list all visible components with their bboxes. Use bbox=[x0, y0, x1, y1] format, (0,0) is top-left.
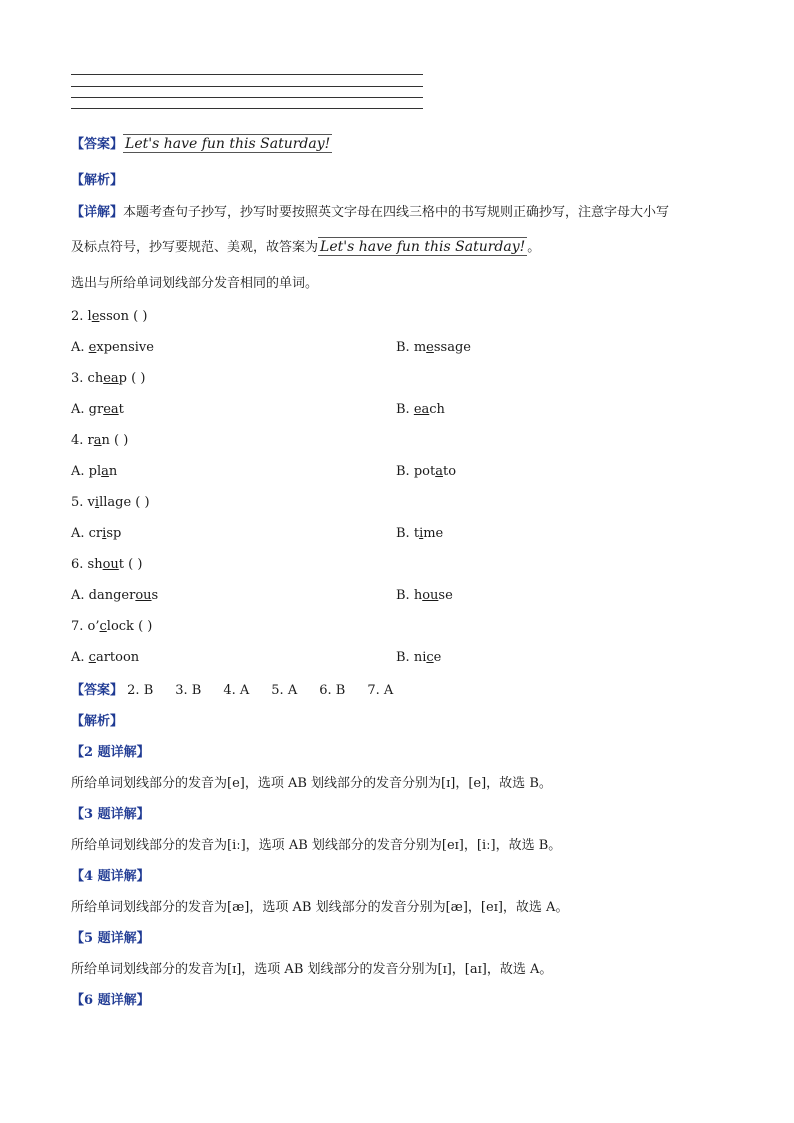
option-label: B. bbox=[396, 402, 414, 417]
detail-line-1 bbox=[71, 205, 669, 221]
option-b[interactable] bbox=[396, 340, 471, 356]
option-b[interactable] bbox=[396, 464, 456, 480]
detail-line-2 bbox=[71, 239, 540, 256]
answer-paren: ( ) bbox=[138, 619, 153, 634]
question-word-pre: l bbox=[87, 309, 92, 324]
option-a[interactable] bbox=[71, 650, 139, 666]
answer-item: 6. B bbox=[319, 683, 346, 698]
question-number: 5. bbox=[71, 495, 88, 510]
answers-row bbox=[71, 683, 415, 699]
option-word-pre: cr bbox=[88, 526, 103, 541]
detail-label: 【3 题详解】 bbox=[71, 807, 150, 822]
option-word-pre: pot bbox=[413, 464, 436, 479]
question-word-underlined: c bbox=[99, 619, 107, 634]
answer-paren: ( ) bbox=[133, 309, 148, 324]
writing-line-3 bbox=[71, 97, 423, 98]
question-number: 4. bbox=[71, 433, 88, 448]
option-label: A. bbox=[71, 402, 89, 417]
answer-row-1 bbox=[71, 136, 332, 153]
detail-label: 【5 题详解】 bbox=[71, 931, 150, 946]
option-word-underlined: ou bbox=[422, 588, 439, 603]
option-word-underlined: c bbox=[426, 650, 434, 665]
option-word-pre: gr bbox=[88, 402, 104, 417]
question-word-underlined: ou bbox=[102, 557, 119, 572]
analysis-label-1: 【解析】 bbox=[71, 173, 124, 188]
option-word-underlined: ou bbox=[135, 588, 152, 603]
question-word-post: llage bbox=[99, 495, 136, 510]
option-word-post: se bbox=[438, 588, 453, 603]
option-word-underlined: i bbox=[102, 526, 107, 541]
detail-text-2: 及标点符号，抄写要规范、美观，故答案为 bbox=[71, 240, 319, 255]
option-label: B. bbox=[396, 588, 414, 603]
writing-line-2 bbox=[71, 86, 423, 87]
option-word-post: s bbox=[151, 588, 159, 603]
answer-paren: ( ) bbox=[128, 557, 143, 572]
question-number: 7. bbox=[71, 619, 88, 634]
option-word-pre: t bbox=[413, 526, 420, 541]
detail-text-1: 本题考查句子抄写，抄写时要按照英文字母在四线三格中的书写规则正确抄写，注意字母大小写 bbox=[123, 205, 670, 220]
option-label: B. bbox=[396, 464, 414, 479]
option-word-post: artoon bbox=[95, 650, 140, 665]
answer-handwriting: Let's have fun this Saturday! bbox=[125, 136, 331, 152]
option-word-underlined: e bbox=[426, 340, 434, 355]
detail-text: 所给单词划线部分的发音为[e]，选项 AB 划线部分的发音分别为[ɪ]，[e]，故选 B。 bbox=[71, 776, 552, 791]
detail-text: 所给单词划线部分的发音为[æ]，选项 AB 划线部分的发音分别为[æ]，[eɪ]，故选 A。 bbox=[71, 900, 569, 915]
answer-item: 2. B bbox=[127, 683, 154, 698]
answers-label: 【答案】 bbox=[71, 683, 124, 698]
option-word-post: t bbox=[118, 402, 124, 417]
question-word-pre: v bbox=[87, 495, 95, 510]
option-word-post: me bbox=[423, 526, 444, 541]
option-word-pre: h bbox=[413, 588, 423, 603]
option-word-underlined: i bbox=[419, 526, 424, 541]
question-word-post: sson bbox=[99, 309, 134, 324]
question-number: 6. bbox=[71, 557, 88, 572]
detail-answer-handwriting: Let's have fun this Saturday! bbox=[320, 239, 526, 255]
answer-item: 7. A bbox=[367, 683, 394, 698]
question-word-pre: o’ bbox=[87, 619, 100, 634]
question-word-post: lock bbox=[106, 619, 139, 634]
question-word-underlined: i bbox=[94, 495, 100, 510]
option-label: A. bbox=[71, 340, 89, 355]
option-a[interactable] bbox=[71, 526, 121, 542]
option-a[interactable] bbox=[71, 402, 124, 418]
question-stem bbox=[71, 557, 142, 573]
option-a[interactable] bbox=[71, 588, 158, 604]
option-word-pre: danger bbox=[88, 588, 136, 603]
detail-label: 【4 题详解】 bbox=[71, 869, 150, 884]
question-word-post: t bbox=[118, 557, 129, 572]
detail-label: 【详解】 bbox=[71, 205, 124, 220]
option-b[interactable] bbox=[396, 650, 441, 666]
option-word-pre: m bbox=[413, 340, 427, 355]
option-a[interactable] bbox=[71, 464, 117, 480]
analysis-label-2: 【解析】 bbox=[71, 714, 124, 729]
answer-item: 4. A bbox=[223, 683, 250, 698]
option-word-post: sp bbox=[106, 526, 122, 541]
answer-item: 5. A bbox=[271, 683, 298, 698]
question-word-post: n bbox=[101, 433, 115, 448]
question-word-pre: r bbox=[87, 433, 94, 448]
question-stem bbox=[71, 371, 145, 387]
option-label: B. bbox=[396, 650, 414, 665]
option-label: B. bbox=[396, 340, 414, 355]
question-number: 3. bbox=[71, 371, 88, 386]
detail-text: 所给单词划线部分的发音为[iː]，选项 AB 划线部分的发音分别为[eɪ]，[iː]，故选 B。 bbox=[71, 838, 562, 853]
question-stem bbox=[71, 619, 152, 635]
option-label: B. bbox=[396, 526, 414, 541]
option-word-underlined: a bbox=[435, 464, 443, 479]
question-word-pre: ch bbox=[87, 371, 104, 386]
option-word-underlined: ea bbox=[103, 402, 119, 417]
option-word-post: e bbox=[433, 650, 442, 665]
option-word-pre: ni bbox=[413, 650, 427, 665]
answer-paren: ( ) bbox=[114, 433, 129, 448]
option-word-underlined: a bbox=[101, 464, 109, 479]
answer-paren: ( ) bbox=[131, 371, 146, 386]
option-label: A. bbox=[71, 650, 89, 665]
answer-item: 3. B bbox=[175, 683, 202, 698]
option-word-post: xpensive bbox=[96, 340, 154, 355]
option-word-underlined: e bbox=[88, 340, 97, 355]
option-b[interactable] bbox=[396, 526, 443, 542]
option-label: A. bbox=[71, 526, 89, 541]
instruction: 选出与所给单词划线部分发音相同的单词。 bbox=[71, 276, 319, 291]
option-word-post: to bbox=[442, 464, 457, 479]
detail-text-end: 。 bbox=[527, 240, 541, 255]
question-word-underlined: a bbox=[93, 433, 102, 448]
answer-label: 【答案】 bbox=[71, 137, 124, 152]
detail-label: 【2 题详解】 bbox=[71, 745, 150, 760]
writing-line-4 bbox=[71, 108, 423, 109]
answer-paren: ( ) bbox=[135, 495, 150, 510]
question-word-underlined: e bbox=[91, 309, 100, 324]
option-label: A. bbox=[71, 464, 89, 479]
option-a[interactable] bbox=[71, 340, 154, 356]
question-word-pre: sh bbox=[87, 557, 103, 572]
option-label: A. bbox=[71, 588, 89, 603]
question-stem bbox=[71, 309, 147, 325]
option-word-post: n bbox=[108, 464, 118, 479]
writing-line-1 bbox=[71, 74, 423, 75]
option-word-pre: pl bbox=[88, 464, 102, 479]
option-word-post: ch bbox=[429, 402, 445, 417]
question-stem bbox=[71, 433, 128, 449]
option-word-post: ssage bbox=[433, 340, 471, 355]
option-b[interactable] bbox=[396, 588, 453, 604]
option-b[interactable] bbox=[396, 402, 445, 418]
detail-text: 所给单词划线部分的发音为[ɪ]，选项 AB 划线部分的发音分别为[ɪ]，[aɪ]，故选 A。 bbox=[71, 962, 553, 977]
question-word-underlined: ea bbox=[103, 371, 119, 386]
question-word-post: p bbox=[118, 371, 132, 386]
option-word-underlined: ea bbox=[413, 402, 430, 417]
question-number: 2. bbox=[71, 309, 88, 324]
answer-items bbox=[127, 683, 415, 698]
detail-label: 【6 题详解】 bbox=[71, 993, 150, 1008]
option-word-underlined: c bbox=[88, 650, 96, 665]
question-stem bbox=[71, 495, 150, 511]
